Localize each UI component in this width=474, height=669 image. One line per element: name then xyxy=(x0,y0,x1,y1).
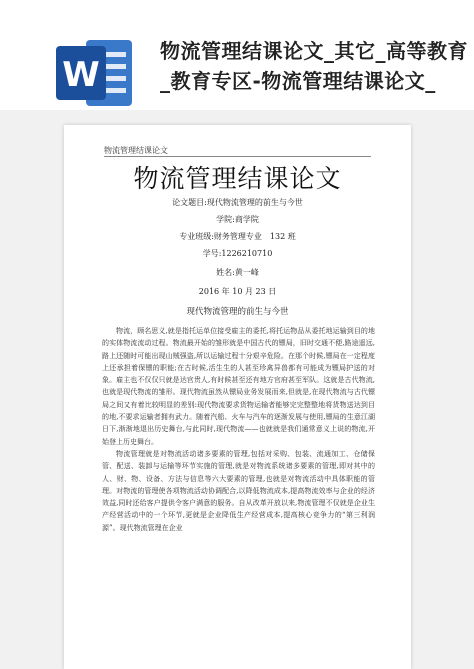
paragraph: 物流，顾名思义,就是指托运单位接受雇主的委托,将托运物品从委托地运输到目的地的实体物流流动过程。物流最开始的雏形就是中国古代的镖局，旧时交通不便,路途遥远,路上还随时可能出现山贼强盗,所以运输过程十分艰辛危险。在那个时候,镖局在一定程度上还承担着保镖的职能;在古时候,活生生的人甚至珍禽异兽都有可能成为镖局护送的对象。雇主也不仅仅只就是达官贵人,有时候甚至还有地方官府甚至军队。这就是古代物流,也就是现代物流的雏形。现代物流虽然从镖局业务发展而来,但就是,在现代物流与古代镖局之间又有着比较明显的差别:现代物流要求货物运输者能够完完整整地将货物送达到目的地,不要求运输者拥有武力。随着汽船、火车与汽车的逐渐发展与使用,镖局的生意江湖日下,渐渐地退出历史舞台,与此同时,现代物流——也就就是我们通常意义上说的物流,开始登上历史舞台。 xyxy=(102,327,375,446)
header-divider xyxy=(104,156,371,157)
banner-title: 物流管理结课论文_其它_高等教育_教育专区-物流管理结课论文_ xyxy=(160,39,468,93)
body-text xyxy=(102,325,375,534)
svg-text:W: W xyxy=(62,55,100,95)
meta-college: 学院:商学院 xyxy=(216,215,259,224)
document-page xyxy=(64,125,411,669)
meta-name: 姓名:黄一峰 xyxy=(216,268,259,277)
document-title: 物流管理结课论文 xyxy=(133,164,342,193)
meta-topic: 论文题目:现代物流管理的前生与今世 xyxy=(172,198,303,207)
section-title: 现代物流管理的前生与今世 xyxy=(186,307,289,317)
meta-student-id: 学号:1226210710 xyxy=(202,249,273,258)
meta-date: 2016 年 10 月 23 日 xyxy=(198,287,277,296)
banner xyxy=(0,0,474,110)
word-icon xyxy=(56,38,134,108)
page-header: 物流管理结课论文 xyxy=(104,146,168,155)
paragraph: 物流管理就是对物流活动诸多要素的管理,包括对采购、包装、流通加工、仓储保管、配送、装卸与运输等环节实施的管理,就是对物流系统诸多要素的管理,即对其中的人、财、物、设备、方法与信息等六大要素的管理,也就是对物流活动中具体职能的管理。对物流的管理使各项物流活动协调配合,以降低物流成本,提高物流效率与企业的经济效益,同时还给客户提供令客户满意的服务。自从改革开放以来,物流管理不仅就是企业生产经营活动中的一个环节,更就是企业降低生产经营成本,提高核心竞争力的“第三利润源”。现代物流管理在企业 xyxy=(102,449,375,532)
meta-class: 专业班级:财务管理专业 132 班 xyxy=(179,232,296,241)
